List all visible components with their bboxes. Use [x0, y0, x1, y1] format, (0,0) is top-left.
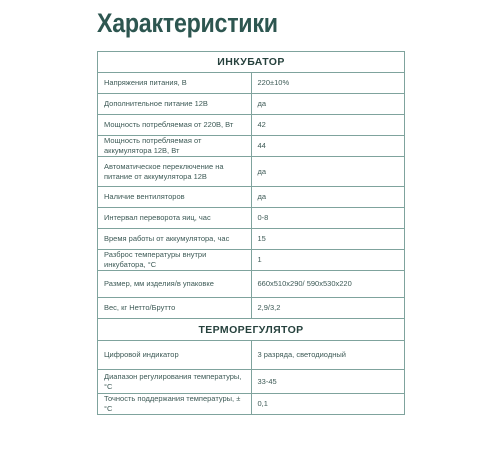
table-row	[98, 370, 405, 394]
spec-value: 220±10%	[251, 73, 405, 94]
spec-value: 1	[251, 250, 405, 271]
spec-label: Напряжения питания, В	[98, 73, 252, 94]
spec-value: 0,1	[251, 394, 405, 415]
spec-value: 660x510x290/ 590x530x220	[251, 271, 405, 298]
page-title: Характеристики	[97, 8, 278, 38]
section-header-row	[98, 52, 405, 73]
table-row	[98, 250, 405, 271]
spec-label: Наличие вентиляторов	[98, 187, 252, 208]
table-row	[98, 187, 405, 208]
spec-value: 3 разряда, светодиодный	[251, 341, 405, 370]
spec-value: 15	[251, 229, 405, 250]
table-row	[98, 341, 405, 370]
spec-label: Интервал переворота яиц, час	[98, 208, 252, 229]
spec-value: 44	[251, 136, 405, 157]
spec-label: Точность поддержания температуры, ± °С	[98, 394, 252, 415]
spec-label: Мощность потребляемая от аккумулятора 12В, Вт	[98, 136, 252, 157]
table-row	[98, 229, 405, 250]
table-row	[98, 136, 405, 157]
spec-label: Цифровой индикатор	[98, 341, 252, 370]
spec-label: Разброс температуры внутри инкубатора, °С	[98, 250, 252, 271]
table-row	[98, 394, 405, 415]
spec-value: 0-8	[251, 208, 405, 229]
table-row	[98, 298, 405, 319]
spec-label: Размер, мм изделия/в упаковке	[98, 271, 252, 298]
spec-label: Дополнительное питание 12В	[98, 94, 252, 115]
spec-value: да	[251, 187, 405, 208]
table-row	[98, 94, 405, 115]
spec-value: да	[251, 157, 405, 187]
table-row	[98, 73, 405, 94]
spec-label: Вес, кг Нетто/Брутто	[98, 298, 252, 319]
spec-label: Время работы от аккумулятора, час	[98, 229, 252, 250]
spec-value: да	[251, 94, 405, 115]
spec-label: Мощность потребляемая от 220В, Вт	[98, 115, 252, 136]
spec-label: Диапазон регулирования температуры, °С	[98, 370, 252, 394]
section-header-thermostat: ТЕРМОРЕГУЛЯТОР	[98, 319, 405, 341]
spec-value: 2,9/3,2	[251, 298, 405, 319]
table-row	[98, 271, 405, 298]
table-row	[98, 115, 405, 136]
spec-label: Автоматическое переключение на питание от аккумулятора 12В	[98, 157, 252, 187]
table-row	[98, 208, 405, 229]
spec-value: 42	[251, 115, 405, 136]
section-header-incubator: ИНКУБАТОР	[98, 52, 405, 73]
section-header-row	[98, 319, 405, 341]
specs-table	[97, 51, 405, 415]
table-row	[98, 157, 405, 187]
spec-value: 33-45	[251, 370, 405, 394]
